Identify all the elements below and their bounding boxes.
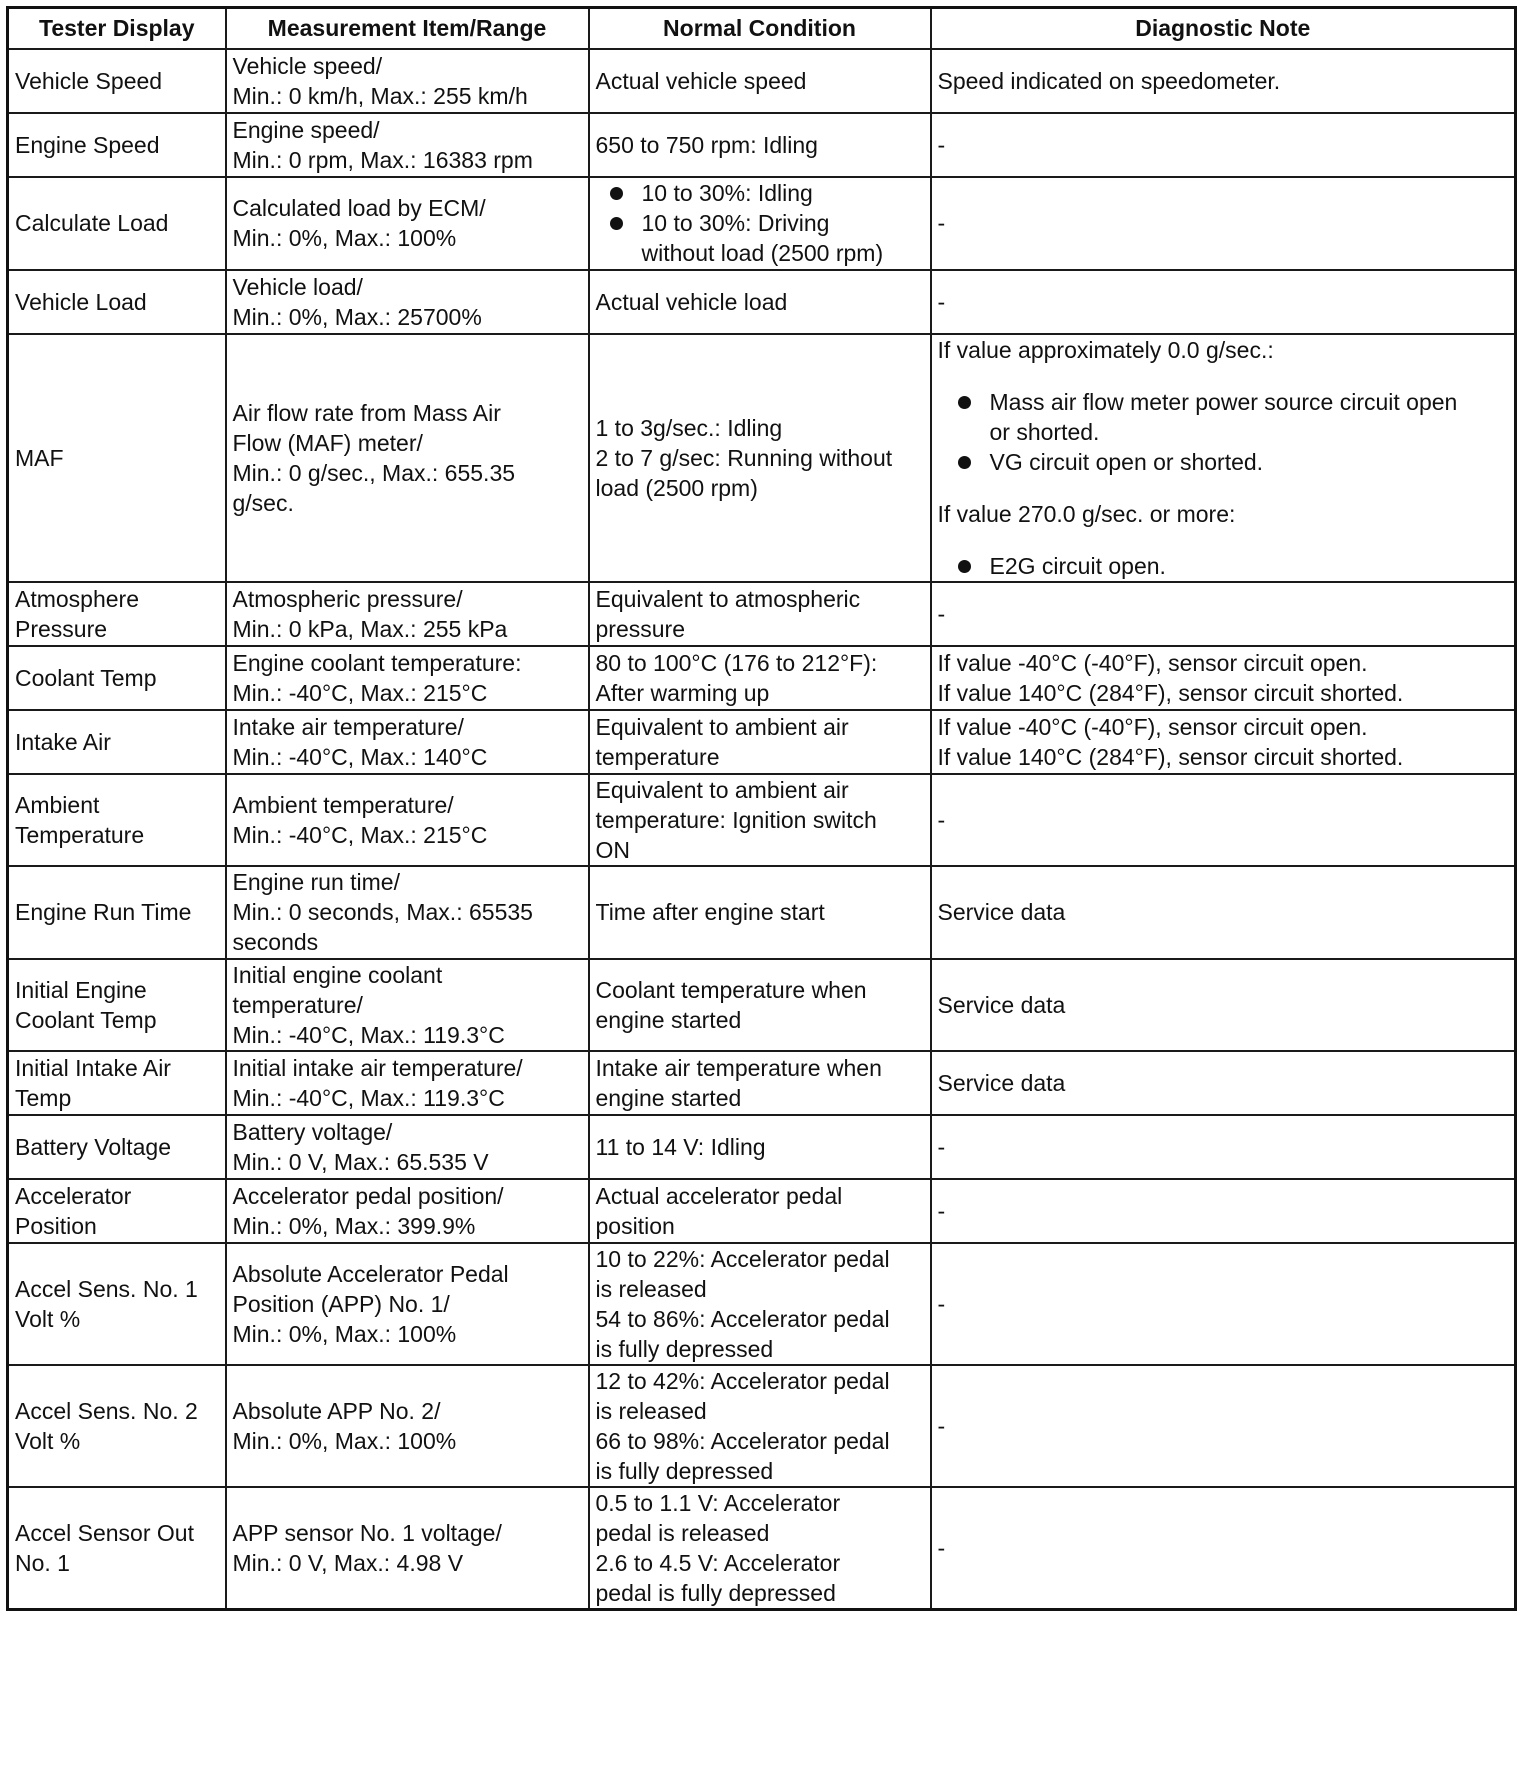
table-row — [8, 270, 1516, 334]
bullet-text-line: Mass air flow meter power source circuit open — [989, 388, 1458, 415]
measurement-item-cell — [226, 710, 589, 774]
table-row — [8, 710, 1516, 774]
normal-condition-cell — [589, 1243, 931, 1365]
tester-display-line: Pressure — [15, 615, 108, 642]
table-row — [8, 334, 1516, 582]
normal-condition-line: 54 to 86%: Accelerator pedal — [595, 1305, 890, 1332]
tester-display-cell — [8, 582, 226, 646]
diagnostic-note-cell — [931, 774, 1516, 866]
diagnostic-note-cell — [931, 710, 1516, 774]
tester-display-cell — [8, 710, 226, 774]
diagnostic-note-line: - — [937, 1412, 946, 1439]
normal-condition-line: temperature — [595, 743, 720, 770]
normal-condition-line: is fully depressed — [595, 1457, 774, 1484]
measurement-item-line: Vehicle speed/ — [232, 52, 383, 79]
document-page — [6, 6, 1514, 1611]
normal-condition-cell — [589, 582, 931, 646]
tester-display-cell — [8, 1115, 226, 1179]
normal-condition-line: 1 to 3g/sec.: Idling — [595, 414, 783, 441]
diagnostic-note-cell — [931, 177, 1516, 270]
bullet-item — [990, 387, 1509, 447]
measurement-item-line: Ambient temperature/ — [232, 791, 454, 818]
normal-condition-cell — [589, 334, 931, 582]
measurement-item-line: Min.: 0%, Max.: 100% — [232, 225, 457, 251]
diagnostic-note-line: - — [937, 288, 946, 315]
diagnostic-note-line: Service data — [937, 899, 1066, 925]
normal-condition-cell — [589, 1365, 931, 1487]
header-tester-display: Tester Display — [8, 8, 226, 49]
diagnostic-note-line: - — [937, 1290, 946, 1317]
tester-display-line: Intake Air — [15, 728, 111, 755]
table-row — [8, 774, 1516, 866]
normal-condition-line: Time after engine start — [595, 899, 825, 925]
normal-condition-cell — [589, 710, 931, 774]
tester-display-cell — [8, 774, 226, 866]
measurement-item-line: Initial intake air temperature/ — [232, 1054, 523, 1081]
normal-condition-cell — [589, 177, 931, 270]
table-row — [8, 959, 1516, 1051]
tester-display-line: Atmosphere — [15, 585, 140, 612]
tester-display-line: Ambient — [15, 791, 100, 818]
measurement-item-line: Atmospheric pressure/ — [232, 585, 463, 612]
normal-condition-line: 12 to 42%: Accelerator pedal — [595, 1367, 890, 1394]
measurement-item-line: Min.: 0 kPa, Max.: 255 kPa — [232, 615, 508, 642]
measurement-item-line: Min.: 0 g/sec., Max.: 655.35 — [232, 459, 516, 486]
tester-display-cell — [8, 334, 226, 582]
bullet-list — [938, 551, 1509, 581]
normal-condition-line: is released — [595, 1397, 707, 1424]
tester-display-cell — [8, 113, 226, 177]
diagnostic-note-cell — [931, 1051, 1516, 1115]
measurement-item-line: Min.: 0%, Max.: 399.9% — [232, 1212, 476, 1239]
measurement-item-line: Position (APP) No. 1/ — [232, 1290, 450, 1317]
tester-display-line: Vehicle Load — [15, 288, 147, 315]
tester-display-cell — [8, 1051, 226, 1115]
diagnostic-note-cell — [931, 113, 1516, 177]
tester-display-line: Initial Intake Air — [15, 1054, 171, 1081]
note-intro: If value 270.0 g/sec. or more: — [937, 500, 1236, 527]
normal-condition-line: 80 to 100°C (176 to 212°F): — [595, 649, 878, 676]
normal-condition-cell — [589, 1051, 931, 1115]
diagnostic-note-cell — [931, 582, 1516, 646]
measurement-item-line: Air flow rate from Mass Air — [232, 399, 501, 426]
measurement-item-line: Min.: 0 V, Max.: 65.535 V — [232, 1148, 489, 1175]
table-row — [8, 646, 1516, 710]
normal-condition-line: 650 to 750 rpm: Idling — [595, 131, 818, 158]
measurement-item-cell — [226, 866, 589, 959]
normal-condition-line: ON — [595, 836, 630, 863]
normal-condition-cell — [589, 1115, 931, 1179]
diagnostic-note-line: Service data — [937, 1069, 1066, 1096]
normal-condition-line: position — [595, 1212, 675, 1239]
bullet-list — [938, 387, 1509, 477]
measurement-item-cell — [226, 177, 589, 270]
diagnostic-note-line: If value -40°C (-40°F), sensor circuit open. — [937, 713, 1368, 740]
table-row — [8, 1179, 1516, 1243]
tester-display-cell — [8, 49, 226, 113]
normal-condition-cell — [589, 1487, 931, 1610]
tester-display-cell — [8, 1243, 226, 1365]
normal-condition-line: 10 to 22%: Accelerator pedal — [595, 1245, 890, 1272]
bullet-text-line: VG circuit open or shorted. — [989, 448, 1264, 475]
table-row — [8, 49, 1516, 113]
normal-condition-line: Coolant temperature when — [595, 976, 867, 1003]
tester-display-line: Engine Run Time — [15, 899, 192, 925]
measurement-item-line: Min.: 0 rpm, Max.: 16383 rpm — [232, 146, 533, 173]
measurement-item-line: APP sensor No. 1 voltage/ — [232, 1519, 502, 1546]
normal-condition-line: 66 to 98%: Accelerator pedal — [595, 1427, 890, 1454]
diagnostic-note-cell — [931, 646, 1516, 710]
normal-condition-line: Equivalent to ambient air — [595, 776, 849, 803]
tester-display-line: Calculate Load — [15, 210, 169, 236]
normal-condition-line: Equivalent to atmospheric — [595, 585, 861, 612]
bullet-text-line: 10 to 30%: Idling — [641, 180, 813, 206]
tester-display-line: Temp — [15, 1084, 72, 1111]
measurement-item-cell — [226, 1179, 589, 1243]
diagnostic-note-line: - — [937, 1133, 946, 1160]
tester-display-cell — [8, 646, 226, 710]
diagnostic-note-cell — [931, 1179, 1516, 1243]
measurement-item-cell — [226, 1487, 589, 1610]
table-row — [8, 1487, 1516, 1610]
tester-display-line: Position — [15, 1212, 97, 1239]
measurement-item-cell — [226, 334, 589, 582]
normal-condition-cell — [589, 646, 931, 710]
measurement-item-line: temperature/ — [232, 991, 363, 1018]
table-row — [8, 1115, 1516, 1179]
measurement-item-line: Engine speed/ — [232, 116, 380, 143]
normal-condition-line: 0.5 to 1.1 V: Accelerator — [595, 1489, 841, 1516]
normal-condition-cell — [589, 113, 931, 177]
normal-condition-line: 11 to 14 V: Idling — [595, 1133, 766, 1160]
tester-display-line: Accel Sensor Out — [15, 1519, 194, 1546]
normal-condition-line: pressure — [595, 615, 685, 642]
measurement-item-line: Flow (MAF) meter/ — [232, 429, 423, 456]
normal-condition-line: load (2500 rpm) — [595, 474, 758, 501]
bullet-text-line: 10 to 30%: Driving — [641, 210, 830, 236]
measurement-item-line: Accelerator pedal position/ — [232, 1182, 504, 1209]
diagnostic-note-cell — [931, 270, 1516, 334]
table-row — [8, 113, 1516, 177]
diagnostic-note-line: - — [937, 210, 946, 236]
diagnostic-note-line: If value 140°C (284°F), sensor circuit shorted. — [937, 743, 1404, 770]
tester-display-line: Initial Engine — [15, 976, 147, 1003]
measurement-item-line: Min.: -40°C, Max.: 119.3°C — [232, 1021, 505, 1048]
diagnostic-note-line: If value 140°C (284°F), sensor circuit shorted. — [937, 679, 1404, 706]
diagnostic-note-line: - — [937, 806, 946, 833]
diagnostic-note-line: - — [937, 600, 946, 627]
tester-display-line: Volt % — [15, 1305, 81, 1332]
diagnostic-note-cell — [931, 1115, 1516, 1179]
tester-display-cell — [8, 1365, 226, 1487]
diagnostic-note-cell — [931, 1243, 1516, 1365]
bullet-text-line: E2G circuit open. — [989, 552, 1166, 579]
diagnostic-note-cell — [931, 959, 1516, 1051]
bullet-list — [590, 178, 924, 268]
diagnostic-note-cell — [931, 866, 1516, 959]
measurement-item-line: Min.: 0 V, Max.: 4.98 V — [232, 1549, 464, 1576]
bullet-item — [642, 208, 924, 268]
normal-condition-cell — [589, 866, 931, 959]
tester-display-line: Accel Sens. No. 1 — [15, 1275, 198, 1302]
table-header-row — [8, 8, 1516, 49]
measurement-item-line: Min.: -40°C, Max.: 215°C — [232, 679, 488, 706]
normal-condition-line: temperature: Ignition switch — [595, 806, 877, 833]
normal-condition-cell — [589, 1179, 931, 1243]
diagnostic-note-cell — [931, 49, 1516, 113]
diagnostic-note-cell — [931, 1365, 1516, 1487]
measurement-item-line: Engine coolant temperature: — [232, 649, 522, 676]
measurement-item-cell — [226, 270, 589, 334]
tester-display-cell — [8, 270, 226, 334]
bullet-text-line: without load (2500 rpm) — [641, 240, 884, 266]
tester-display-line: Vehicle Speed — [15, 67, 163, 94]
measurement-item-cell — [226, 49, 589, 113]
normal-condition-line: Intake air temperature when — [595, 1054, 882, 1081]
normal-condition-line: engine started — [595, 1006, 742, 1033]
normal-condition-cell — [589, 774, 931, 866]
measurement-item-line: Min.: -40°C, Max.: 140°C — [232, 743, 488, 770]
tester-display-line: No. 1 — [15, 1549, 70, 1576]
measurement-item-line: Vehicle load/ — [232, 273, 363, 300]
header-normal-condition: Normal Condition — [589, 8, 931, 49]
tester-display-line: Temperature — [15, 821, 145, 848]
table-body — [8, 49, 1516, 1610]
measurement-item-line: Min.: -40°C, Max.: 119.3°C — [232, 1084, 505, 1111]
diagnostic-note-cell — [931, 334, 1516, 582]
normal-condition-cell — [589, 959, 931, 1051]
measurement-item-line: Absolute APP No. 2/ — [232, 1397, 441, 1424]
diagnostic-note-cell — [931, 1487, 1516, 1610]
diagnostic-note-line: - — [937, 1534, 946, 1561]
measurement-item-cell — [226, 959, 589, 1051]
normal-condition-line: is released — [595, 1275, 707, 1302]
bullet-item — [990, 551, 1509, 581]
normal-condition-line: pedal is fully depressed — [595, 1579, 836, 1606]
tester-display-line: Battery Voltage — [15, 1133, 171, 1160]
measurement-item-line: Absolute Accelerator Pedal — [232, 1260, 509, 1287]
table-row — [8, 177, 1516, 270]
measurement-item-line: Engine run time/ — [232, 869, 400, 895]
tester-display-cell — [8, 1487, 226, 1610]
tester-display-line: Volt % — [15, 1427, 81, 1454]
normal-condition-line: 2 to 7 g/sec: Running without — [595, 444, 893, 471]
diagnostic-note-line: - — [937, 131, 946, 158]
tester-display-cell — [8, 177, 226, 270]
normal-condition-line: After warming up — [595, 679, 770, 706]
diagnostic-note-line: If value -40°C (-40°F), sensor circuit open. — [937, 649, 1368, 676]
table-row — [8, 582, 1516, 646]
tester-display-cell — [8, 1179, 226, 1243]
measurement-item-cell — [226, 646, 589, 710]
measurement-item-line: Battery voltage/ — [232, 1118, 393, 1145]
measurement-item-line: Min.: 0%, Max.: 100% — [232, 1427, 457, 1454]
table-row — [8, 1365, 1516, 1487]
diagnostic-note-line: Speed indicated on speedometer. — [937, 67, 1281, 94]
normal-condition-line: pedal is released — [595, 1519, 770, 1546]
measurement-item-cell — [226, 1115, 589, 1179]
measurement-item-cell — [226, 1051, 589, 1115]
measurement-item-line: Calculated load by ECM/ — [232, 195, 486, 221]
normal-condition-line: Actual accelerator pedal — [595, 1182, 843, 1209]
header-measurement-item: Measurement Item/Range — [226, 8, 589, 49]
normal-condition-line: is fully depressed — [595, 1335, 774, 1362]
header-diagnostic-note: Diagnostic Note — [931, 8, 1516, 49]
measurement-item-cell — [226, 1243, 589, 1365]
measurement-item-cell — [226, 582, 589, 646]
table-row — [8, 866, 1516, 959]
note-intro: If value approximately 0.0 g/sec.: — [937, 336, 1274, 363]
measurement-item-line: seconds — [232, 929, 319, 955]
measurement-item-cell — [226, 774, 589, 866]
measurement-item-line: g/sec. — [232, 489, 294, 516]
tester-display-line: MAF — [15, 444, 64, 471]
tester-display-cell — [8, 959, 226, 1051]
normal-condition-cell — [589, 270, 931, 334]
bullet-text-line: or shorted. — [989, 418, 1100, 445]
spacer — [938, 529, 1509, 551]
diagnostic-note-line: Service data — [937, 991, 1066, 1018]
normal-condition-line: Equivalent to ambient air — [595, 713, 849, 740]
normal-condition-line: 2.6 to 4.5 V: Accelerator — [595, 1549, 841, 1576]
bullet-item — [990, 447, 1509, 477]
measurement-item-cell — [226, 113, 589, 177]
table-row — [8, 1243, 1516, 1365]
normal-condition-line: engine started — [595, 1084, 742, 1111]
diagnostic-note-line: - — [937, 1197, 946, 1224]
measurement-item-line: Intake air temperature/ — [232, 713, 464, 740]
tester-display-line: Accel Sens. No. 2 — [15, 1397, 198, 1424]
measurement-item-line: Min.: 0%, Max.: 100% — [232, 1320, 457, 1347]
tester-display-cell — [8, 866, 226, 959]
data-list-table — [6, 6, 1517, 1611]
normal-condition-line: Actual vehicle speed — [595, 67, 807, 94]
measurement-item-line: Min.: 0%, Max.: 25700% — [232, 303, 482, 330]
normal-condition-line: Actual vehicle load — [595, 288, 788, 315]
measurement-item-cell — [226, 1365, 589, 1487]
measurement-item-line: Initial engine coolant — [232, 961, 443, 988]
spacer — [938, 477, 1509, 499]
spacer — [938, 365, 1509, 387]
tester-display-line: Coolant Temp — [15, 1006, 157, 1033]
measurement-item-line: Min.: 0 km/h, Max.: 255 km/h — [232, 82, 528, 109]
measurement-item-line: Min.: 0 seconds, Max.: 65535 — [232, 899, 533, 925]
tester-display-line: Accelerator — [15, 1182, 132, 1209]
bullet-item — [642, 178, 924, 208]
tester-display-line: Coolant Temp — [15, 664, 157, 691]
tester-display-line: Engine Speed — [15, 131, 160, 158]
table-row — [8, 1051, 1516, 1115]
normal-condition-cell — [589, 49, 931, 113]
measurement-item-line: Min.: -40°C, Max.: 215°C — [232, 821, 488, 848]
